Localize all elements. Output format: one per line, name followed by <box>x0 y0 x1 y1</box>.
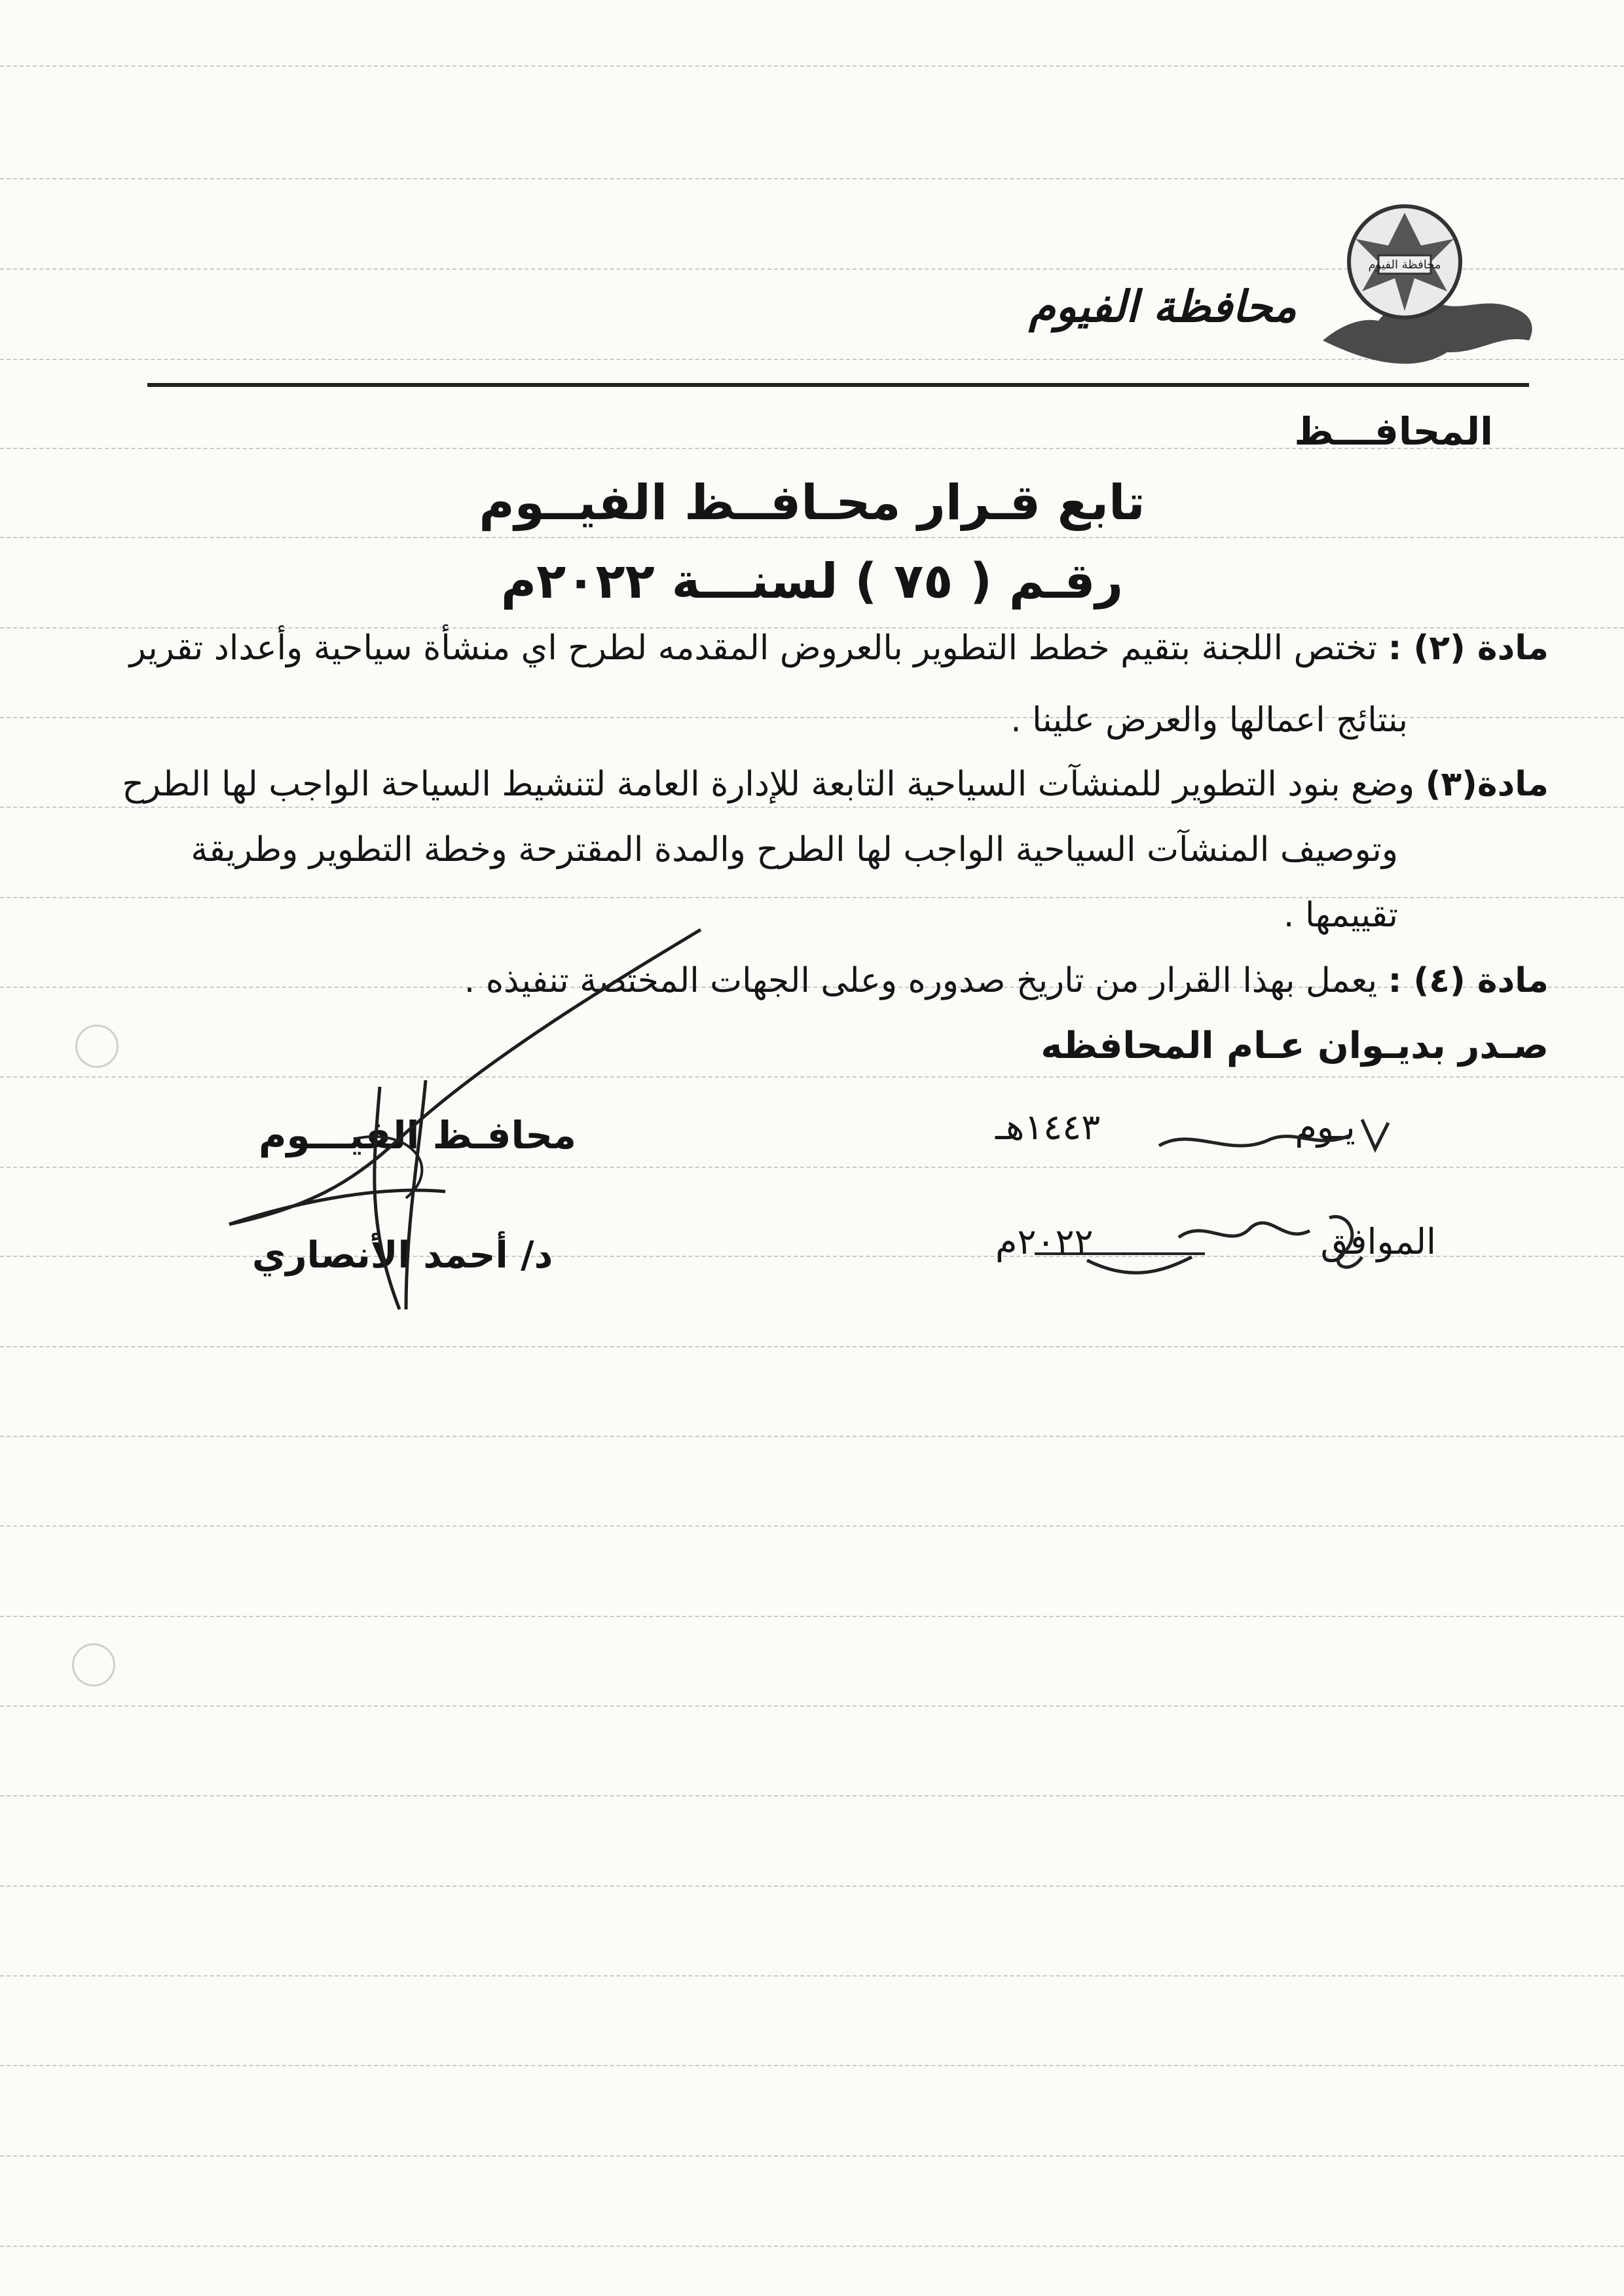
handwritten-hijri-date <box>1153 1100 1401 1178</box>
article-4-text: يعمل بهذا القرار من تاريخ صدوره وعلى الجهات المختصة تنفيذه . <box>464 961 1378 1000</box>
article-3-line-1 <box>122 765 1549 804</box>
article-3-text: وضع بنود التطوير للمنشآت السياحية التابعة للإدارة العامة لتنشيط السياحة الواجب لها الطرح <box>122 765 1415 804</box>
office-title: المحافـــظ <box>1294 409 1493 454</box>
signatory-title: محافـظ الفيـــوم <box>259 1113 577 1157</box>
governorate-emblem-icon <box>1316 183 1539 380</box>
article-3-label: مادة(٣) <box>1425 765 1549 804</box>
decision-number: رقـم ( ٧٥ ) لسنـــة ٢٠٢٢م <box>500 553 1124 610</box>
article-2-line-1 <box>130 629 1549 668</box>
header-divider <box>147 383 1529 387</box>
hijri-year: ١٤٤٣هـ <box>995 1106 1101 1148</box>
article-2-line-2: بنتائج اعمالها والعرض علينا . <box>1010 701 1408 740</box>
article-4-label: مادة (٤) : <box>1388 961 1549 1000</box>
handwritten-signature <box>210 917 799 1336</box>
gregorian-date-label: الموافق <box>1320 1221 1437 1262</box>
issued-at: صـدر بديـوان عـام المحافظه <box>1041 1025 1549 1067</box>
hijri-date-label: يـوم <box>1295 1106 1356 1148</box>
article-2-text: تختص اللجنة بتقيم خطط التطوير بالعروض المقدمه لطرح اي منشأة سياحية وأعداد تقرير <box>129 629 1378 668</box>
decision-title: تابع قـرار محـافــظ الفيــوم <box>479 475 1145 531</box>
article-3-line-2: وتوصيف المنشآت السياحية الواجب لها الطرح والمدة المقترحة وخطة التطوير وطريقة <box>191 830 1398 869</box>
scan-mark-circle <box>72 1643 115 1686</box>
article-2-label: مادة (٢) : <box>1388 629 1549 668</box>
scan-mark-circle <box>75 1025 119 1068</box>
svg-text:محافظة الفيوم: محافظة الفيوم <box>1368 258 1441 272</box>
organization-name: محافظة الفيوم <box>1029 282 1297 332</box>
article-3-line-3: تقييمها . <box>1283 896 1398 935</box>
signatory-name: د/ أحمد الأنصاري <box>252 1234 553 1277</box>
handwritten-gregorian-date <box>1022 1192 1388 1296</box>
gregorian-year: ٢٠٢٢م <box>995 1221 1094 1262</box>
